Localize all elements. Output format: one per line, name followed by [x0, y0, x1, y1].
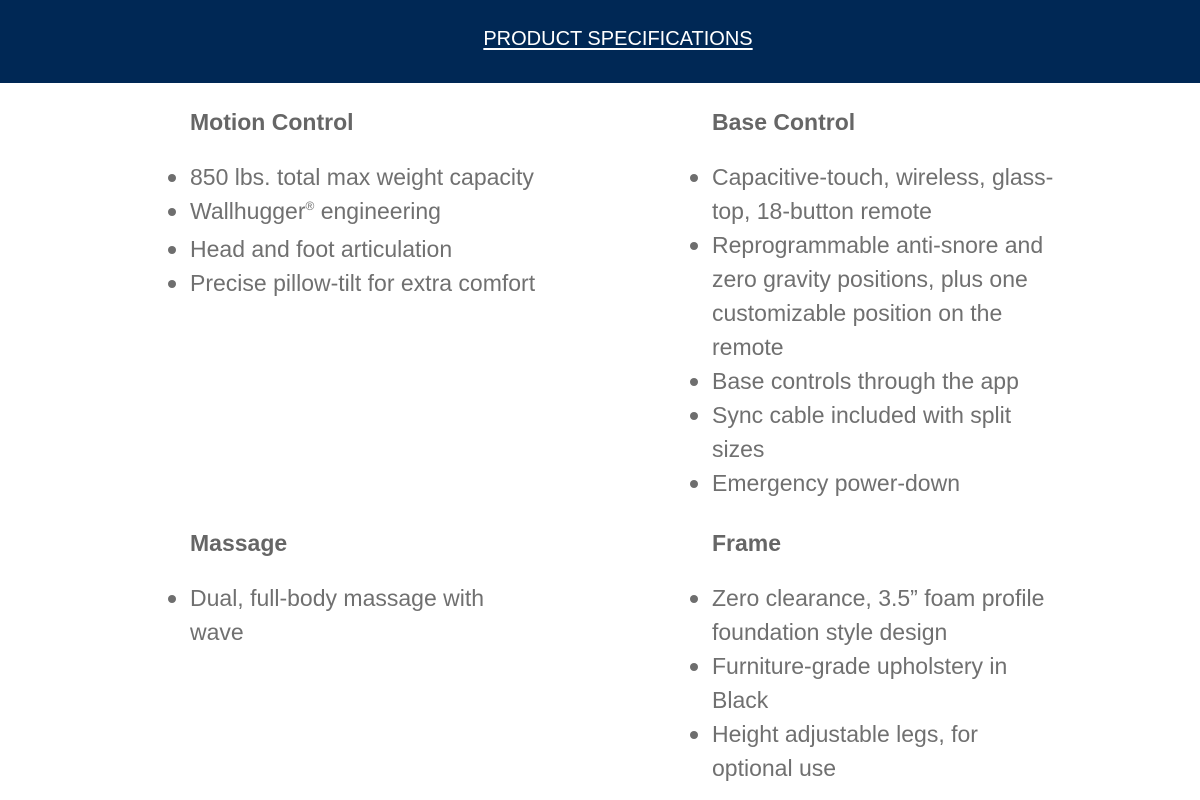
list-item: Dual, full-body massage with wave: [190, 581, 500, 649]
list-item: Precise pillow-tilt for extra comfort: [190, 266, 570, 300]
list-item: Wallhugger® engineering: [190, 194, 570, 232]
motion-control-section: [190, 108, 570, 300]
bullet-icon: [690, 663, 698, 671]
registered-mark: ®: [305, 199, 315, 213]
section-title: Base Control: [712, 109, 856, 135]
bullet-icon: [690, 174, 698, 182]
spec-list: [190, 581, 500, 649]
bullet-icon: [168, 595, 176, 603]
bullet-icon: [690, 378, 698, 386]
list-item: Capacitive-touch, wireless, glass-top, 18-button remote: [712, 160, 1057, 228]
section-title: Frame: [712, 530, 782, 556]
bullet-icon: [168, 280, 176, 288]
bullet-icon: [168, 246, 176, 254]
product-specifications-link[interactable]: PRODUCT SPECIFICATIONS: [483, 28, 753, 50]
list-item: Base controls through the app: [712, 364, 1057, 398]
list-item: Reprogrammable anti-snore and zero gravity positions, plus one customizable position on the remote: [712, 228, 1057, 364]
bullet-icon: [690, 595, 698, 603]
section-title: Motion Control: [190, 109, 354, 135]
list-item: Sync cable included with split sizes: [712, 398, 1057, 466]
bullet-icon: [168, 174, 176, 182]
list-item: Furniture-grade upholstery in Black: [712, 649, 1057, 717]
bullet-icon: [690, 480, 698, 488]
header-bar: [0, 0, 1200, 83]
spec-list: [712, 581, 1057, 785]
massage-section: [190, 529, 500, 649]
bullet-icon: [690, 412, 698, 420]
spec-list: [190, 160, 570, 300]
list-item: Head and foot articulation: [190, 232, 570, 266]
frame-section: [712, 529, 1057, 785]
list-item: 850 lbs. total max weight capacity: [190, 160, 570, 194]
spec-list: [712, 160, 1057, 500]
list-item: Zero clearance, 3.5” foam profile foundation style design: [712, 581, 1057, 649]
list-item: Height adjustable legs, for optional use: [712, 717, 1057, 785]
bullet-icon: [168, 208, 176, 216]
bullet-icon: [690, 242, 698, 250]
section-title: Massage: [190, 530, 288, 556]
bullet-icon: [690, 731, 698, 739]
base-control-section: [712, 108, 1057, 500]
list-item: Emergency power-down: [712, 466, 1057, 500]
